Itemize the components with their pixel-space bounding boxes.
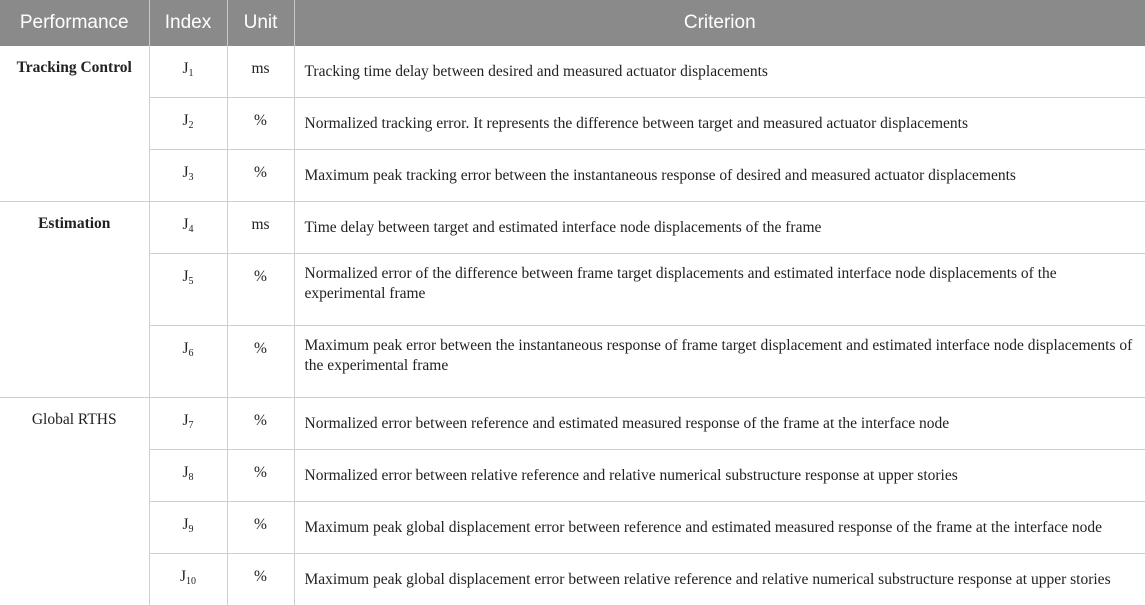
header-criterion: Criterion [294, 0, 1145, 46]
criterion-cell: Normalized error between reference and estimated measured response of the frame at the interface node [294, 398, 1145, 450]
criterion-cell: Time delay between target and estimated interface node displacements of the frame [294, 202, 1145, 254]
group-label: Global RTHS [0, 398, 149, 606]
criterion-cell: Maximum peak global displacement error between relative reference and relative numerical substructure response at upper stories [294, 554, 1145, 606]
group-label: Estimation [0, 202, 149, 398]
index-cell: $J_9$ [149, 502, 227, 554]
table-row [0, 46, 1145, 98]
unit-cell: ms [227, 46, 294, 98]
unit-cell: % [227, 398, 294, 450]
unit-cell: % [227, 450, 294, 502]
table-row [0, 150, 1145, 202]
header-row [0, 0, 1145, 46]
unit-cell: ms [227, 202, 294, 254]
unit-cell: % [227, 254, 294, 326]
table-row [0, 202, 1145, 254]
unit-cell: % [227, 98, 294, 150]
table-row [0, 326, 1145, 398]
table-row [0, 254, 1145, 326]
table-row [0, 398, 1145, 450]
index-cell: $J_5$ [149, 254, 227, 326]
index-cell: $J_{10}$ [149, 554, 227, 606]
index-cell: $J_7$ [149, 398, 227, 450]
unit-cell: % [227, 502, 294, 554]
table-row [0, 98, 1145, 150]
table-row [0, 554, 1145, 606]
header-performance: Performance [0, 0, 149, 46]
criterion-cell: Tracking time delay between desired and measured actuator displacements [294, 46, 1145, 98]
unit-cell: % [227, 554, 294, 606]
table-row [0, 502, 1145, 554]
criterion-cell: Maximum peak global displacement error between reference and estimated measured response of the frame at the interface node [294, 502, 1145, 554]
index-cell: $J_1$ [149, 46, 227, 98]
index-cell: $J_8$ [149, 450, 227, 502]
criterion-cell: Normalized tracking error. It represents the difference between target and measured actuator displacements [294, 98, 1145, 150]
group-label: Tracking Control [0, 46, 149, 202]
index-cell: $J_2$ [149, 98, 227, 150]
criterion-cell: Normalized error between relative reference and relative numerical substructure response at upper stories [294, 450, 1145, 502]
unit-cell: % [227, 150, 294, 202]
index-cell: $J_6$ [149, 326, 227, 398]
criterion-cell: Maximum peak error between the instantaneous response of frame target displacement and estimated interface node displacements of the experimental frame [294, 326, 1145, 398]
table-row [0, 450, 1145, 502]
criterion-cell: Maximum peak tracking error between the instantaneous response of desired and measured actuator displacements [294, 150, 1145, 202]
index-cell: $J_4$ [149, 202, 227, 254]
criterion-cell: Normalized error of the difference between frame target displacements and estimated interface node displacements of the experimental frame [294, 254, 1145, 326]
header-unit: Unit [227, 0, 294, 46]
index-cell: $J_3$ [149, 150, 227, 202]
unit-cell: % [227, 326, 294, 398]
header-index: Index [149, 0, 227, 46]
